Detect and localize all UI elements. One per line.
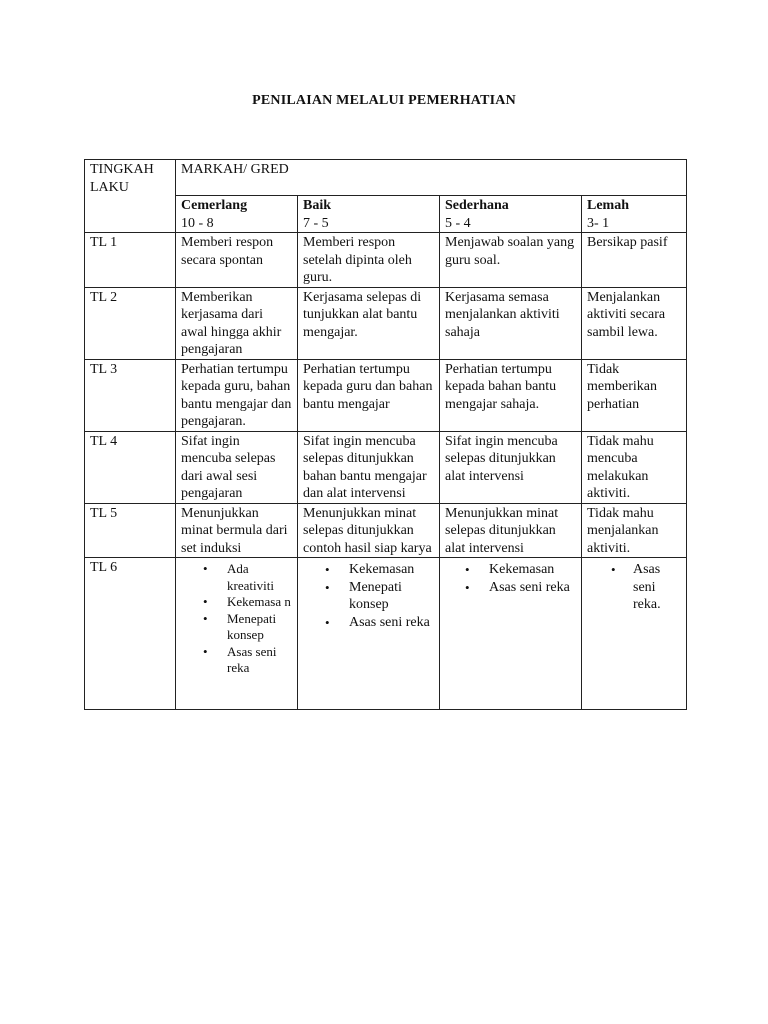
criteria-cell: Sifat ingin mencuba selepas ditunjukkan alat intervensi [440, 431, 582, 503]
grade-range: 5 - 4 [445, 215, 471, 231]
behaviour-label: TL 3 [85, 359, 176, 431]
criteria-cell: Tidak memberikan perhatian [582, 359, 687, 431]
list-item [303, 579, 434, 614]
criteria-cell: Perhatian tertumpu kepada guru, bahan bantu mengajar dan pengajaran. [176, 359, 298, 431]
criteria-cell: Perhatian tertumpu kepada guru dan bahan bantu mengajar [298, 359, 440, 431]
table-row-tl5 [85, 503, 687, 558]
criteria-cell: Memberikan kerjasama dari awal hingga akhir pengajaran [176, 287, 298, 359]
grade-range: 7 - 5 [303, 215, 329, 231]
behaviour-column-header: TINGKAH LAKU [85, 160, 176, 233]
table-row-tl6 [85, 558, 687, 710]
bullet-icon: • [203, 643, 208, 659]
grade-range: 3- 1 [587, 215, 610, 231]
criteria-cell: Kerjasama selepas di tunjukkan alat bantu mengajar. [298, 287, 440, 359]
bullet-icon: • [465, 562, 470, 577]
grade-range: 10 - 8 [181, 215, 214, 231]
list-item-text: Kekemasa n [227, 594, 291, 609]
behaviour-label: TL 6 [85, 558, 176, 710]
list-item-text: Ada kreativiti [227, 561, 274, 593]
bullet-icon: • [325, 579, 330, 595]
list-item [181, 644, 292, 677]
grade-header-cemerlang [176, 196, 298, 233]
criteria-cell: Memberi respon setelah dipinta oleh guru. [298, 233, 440, 288]
grade-name: Sederhana [445, 198, 509, 213]
behaviour-label: TL 5 [85, 503, 176, 558]
list-item [181, 594, 292, 611]
bullet-icon: • [325, 614, 330, 630]
list-item-text: Kekemasan [489, 562, 555, 577]
list-item-text: Menepati konsep [349, 579, 402, 612]
grade-name: Lemah [587, 198, 629, 213]
list-item [181, 611, 292, 644]
list-item [303, 561, 434, 579]
list-item-text: Asas seni reka. [633, 562, 661, 612]
grade-name: Cemerlang [181, 198, 248, 213]
bullet-icon: • [611, 562, 616, 577]
criteria-cell: Tidak mahu menjalankan aktiviti. [582, 503, 687, 558]
list-item [445, 561, 576, 579]
grade-header-row [85, 196, 687, 233]
header-row-top [85, 160, 687, 196]
bullet-icon: • [203, 610, 208, 626]
grade-header-baik [298, 196, 440, 233]
criteria-bullet-list [445, 561, 576, 596]
criteria-cell: Perhatian tertumpu kepada bahan bantu mengajar sahaja. [440, 359, 582, 431]
assessment-rubric-table [84, 159, 687, 710]
table-row-tl1 [85, 233, 687, 288]
behaviour-label: TL 1 [85, 233, 176, 288]
criteria-cell: Menunjukkan minat selepas ditunjukkan alat intervensi [440, 503, 582, 558]
criteria-bullet-list [303, 561, 434, 631]
list-item [587, 561, 681, 614]
criteria-bullet-list [181, 561, 292, 677]
behaviour-label: TL 4 [85, 431, 176, 503]
criteria-bullet-list [587, 561, 681, 614]
list-item [303, 614, 434, 632]
list-item-text: Asas seni reka [349, 614, 430, 630]
criteria-cell: Menunjukkan minat selepas ditunjukkan contoh hasil siap karya [298, 503, 440, 558]
list-item-text: Asas seni reka [227, 643, 277, 675]
list-item-text: Asas seni reka [489, 579, 570, 595]
criteria-cell: Menunjukkan minat bermula dari set induksi [176, 503, 298, 558]
criteria-list-cell [582, 558, 687, 710]
criteria-cell: Sifat ingin mencuba selepas dari awal sesi pengajaran [176, 431, 298, 503]
criteria-cell: Sifat ingin mencuba selepas ditunjukkan bahan bantu mengajar dan alat intervensi [298, 431, 440, 503]
list-item-text: Kekemasan [349, 562, 415, 577]
table-row-tl2 [85, 287, 687, 359]
document-title: PENILAIAN MELALUI PEMERHATIAN [252, 93, 516, 108]
criteria-cell: Memberi respon secara spontan [176, 233, 298, 288]
behaviour-label: TL 2 [85, 287, 176, 359]
bullet-icon: • [465, 579, 470, 595]
marks-grade-header: MARKAH/ GRED [176, 160, 687, 196]
table-row-tl3 [85, 359, 687, 431]
criteria-cell: Menjalankan aktiviti secara sambil lewa. [582, 287, 687, 359]
grade-header-lemah [582, 196, 687, 233]
criteria-cell: Kerjasama semasa menjalankan aktiviti sahaja [440, 287, 582, 359]
list-item-text: Menepati konsep [227, 610, 277, 642]
bullet-icon: • [203, 561, 208, 576]
criteria-list-cell [440, 558, 582, 710]
list-item [445, 579, 576, 597]
grade-header-sederhana [440, 196, 582, 233]
grade-name: Baik [303, 198, 332, 213]
bullet-icon: • [203, 594, 208, 609]
criteria-cell: Bersikap pasif [582, 233, 687, 288]
bullet-icon: • [325, 562, 330, 577]
criteria-list-cell [298, 558, 440, 710]
list-item [181, 561, 292, 594]
criteria-cell: Menjawab soalan yang guru soal. [440, 233, 582, 288]
criteria-cell: Tidak mahu mencuba melakukan aktiviti. [582, 431, 687, 503]
table-row-tl4 [85, 431, 687, 503]
criteria-list-cell [176, 558, 298, 710]
